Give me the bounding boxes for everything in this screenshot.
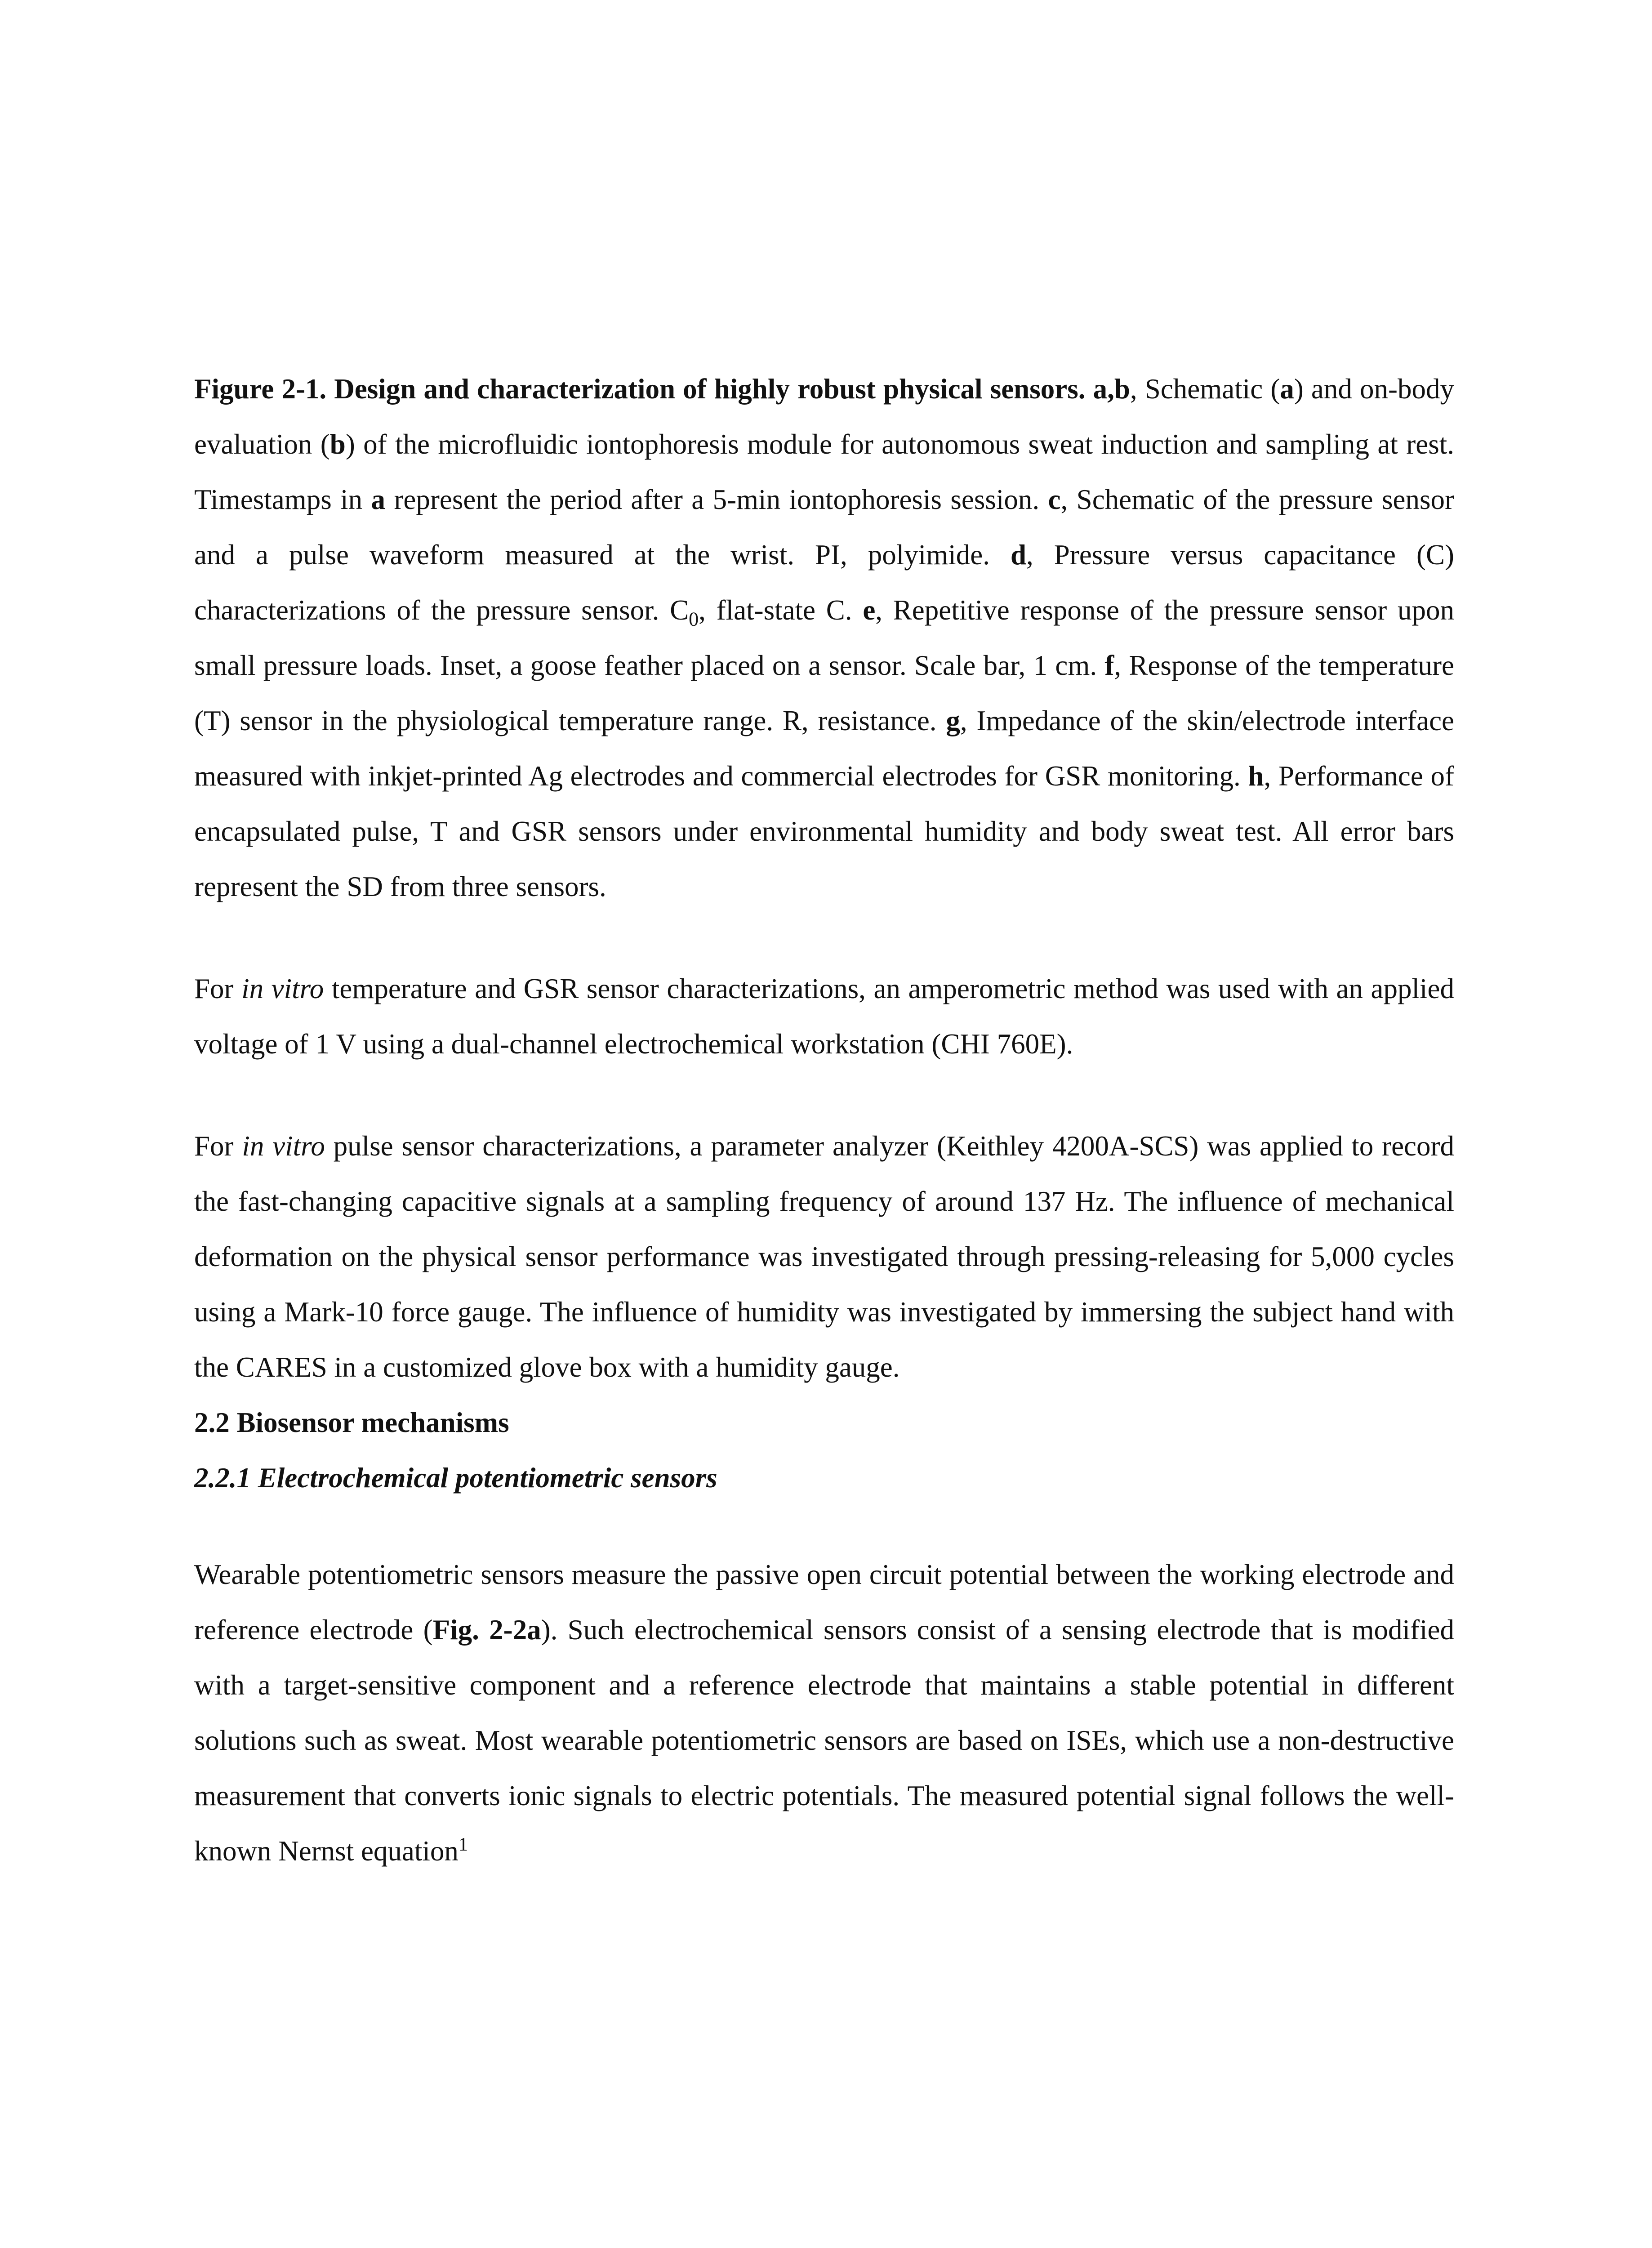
citation-superscript: 1	[458, 1834, 468, 1855]
page-body	[194, 361, 1454, 1879]
panel-label: b	[330, 428, 346, 460]
panel-label: a	[371, 484, 386, 515]
panel-label: c	[1048, 484, 1061, 515]
caption-text: , Schematic of the pressure sensor and a pulse waveform measured at the wrist. PI, polyimide.	[194, 484, 1454, 571]
caption-text: , Impedance of the skin/electrode interface measured with inkjet-printed Ag electrodes and commercial electrodes for GSR monitoring.	[194, 705, 1454, 792]
italic-term: in vitro	[242, 1130, 325, 1162]
figure-caption-title: Figure 2-1. Design and characterization of highly robust physical sensors.	[194, 373, 1086, 405]
panel-label: a	[1280, 373, 1294, 405]
caption-text: , Performance of encapsulated pulse, T and GSR sensors under environmental humidity and body sweat test. All error bars represent the SD from three sensors.	[194, 760, 1454, 902]
figure-caption	[194, 361, 1454, 914]
caption-text: , Pressure versus capacitance (C) characterizations of the pressure sensor. C	[194, 539, 1455, 626]
panel-label: g	[946, 705, 960, 736]
subscript: 0	[689, 608, 699, 630]
body-text: pulse sensor characterizations, a parameter analyzer (Keithley 4200A-SCS) was applied to record the fast-changing capacitive signals at a sampling frequency of around 137 Hz. The influence of mechanical deformation on the physical sensor performance was investigated through pressing-releasing for 5,000 cycles using a Mark-10 force gauge. The influence of humidity was investigated by immersing the subject hand with the CARES in a customized glove box with a humidity gauge.	[194, 1130, 1454, 1383]
panel-label: d	[1011, 539, 1027, 571]
caption-text	[1085, 373, 1093, 405]
caption-text: , Schematic (	[1130, 373, 1280, 405]
body-text: temperature and GSR sensor characterizations, an amperometric method was used with an applied voltage of 1 V using a dual-channel electrochemical workstation (CHI 760E).	[194, 973, 1454, 1060]
figure-reference: Fig. 2-2a	[432, 1614, 541, 1646]
panel-label: f	[1104, 650, 1114, 681]
paragraph-pulse-sensor	[194, 1119, 1454, 1395]
panel-label: h	[1248, 760, 1264, 792]
caption-text: ) of the microfluidic iontophoresis module for autonomous sweat induction and sampling at rest. Timestamps in	[194, 428, 1454, 515]
subsection-heading: 2.2.1 Electrochemical potentiometric sensors	[194, 1462, 717, 1494]
body-text: For	[194, 973, 242, 1004]
paragraph-temperature-gsr	[194, 961, 1454, 1072]
section-heading: 2.2 Biosensor mechanisms	[194, 1407, 509, 1438]
paragraph-potentiometric	[194, 1547, 1454, 1879]
panel-label: e	[863, 594, 876, 626]
body-text: ). Such electrochemical sensors consist of a sensing electrode that is modified with a target-sensitive component and a reference electrode that maintains a stable potential in different solutions such as sweat. Most wearable potentiometric sensors are based on ISEs, which use a non-destructive measurement that converts ionic signals to electric potentials. The measured potential signal follows the well-known Nernst equation	[194, 1614, 1454, 1867]
caption-text: , Response of the temperature (T) sensor in the physiological temperature range. R, resistance.	[194, 650, 1455, 736]
caption-text: ) and on-body evaluation (	[194, 373, 1455, 460]
body-text: Wearable potentiometric sensors measure the passive open circuit potential between the working electrode and reference electrode (	[194, 1559, 1454, 1646]
caption-text: , Repetitive response of the pressure sensor upon small pressure loads. Inset, a goose feather placed on a sensor. Scale bar, 1 cm.	[194, 594, 1455, 681]
caption-text: represent the period after a 5-min iontophoresis session.	[385, 484, 1048, 515]
italic-term: in vitro	[241, 973, 324, 1004]
body-text: For	[194, 1130, 242, 1162]
panel-label: a,b	[1093, 373, 1130, 405]
caption-text: , flat-state C.	[699, 594, 863, 626]
